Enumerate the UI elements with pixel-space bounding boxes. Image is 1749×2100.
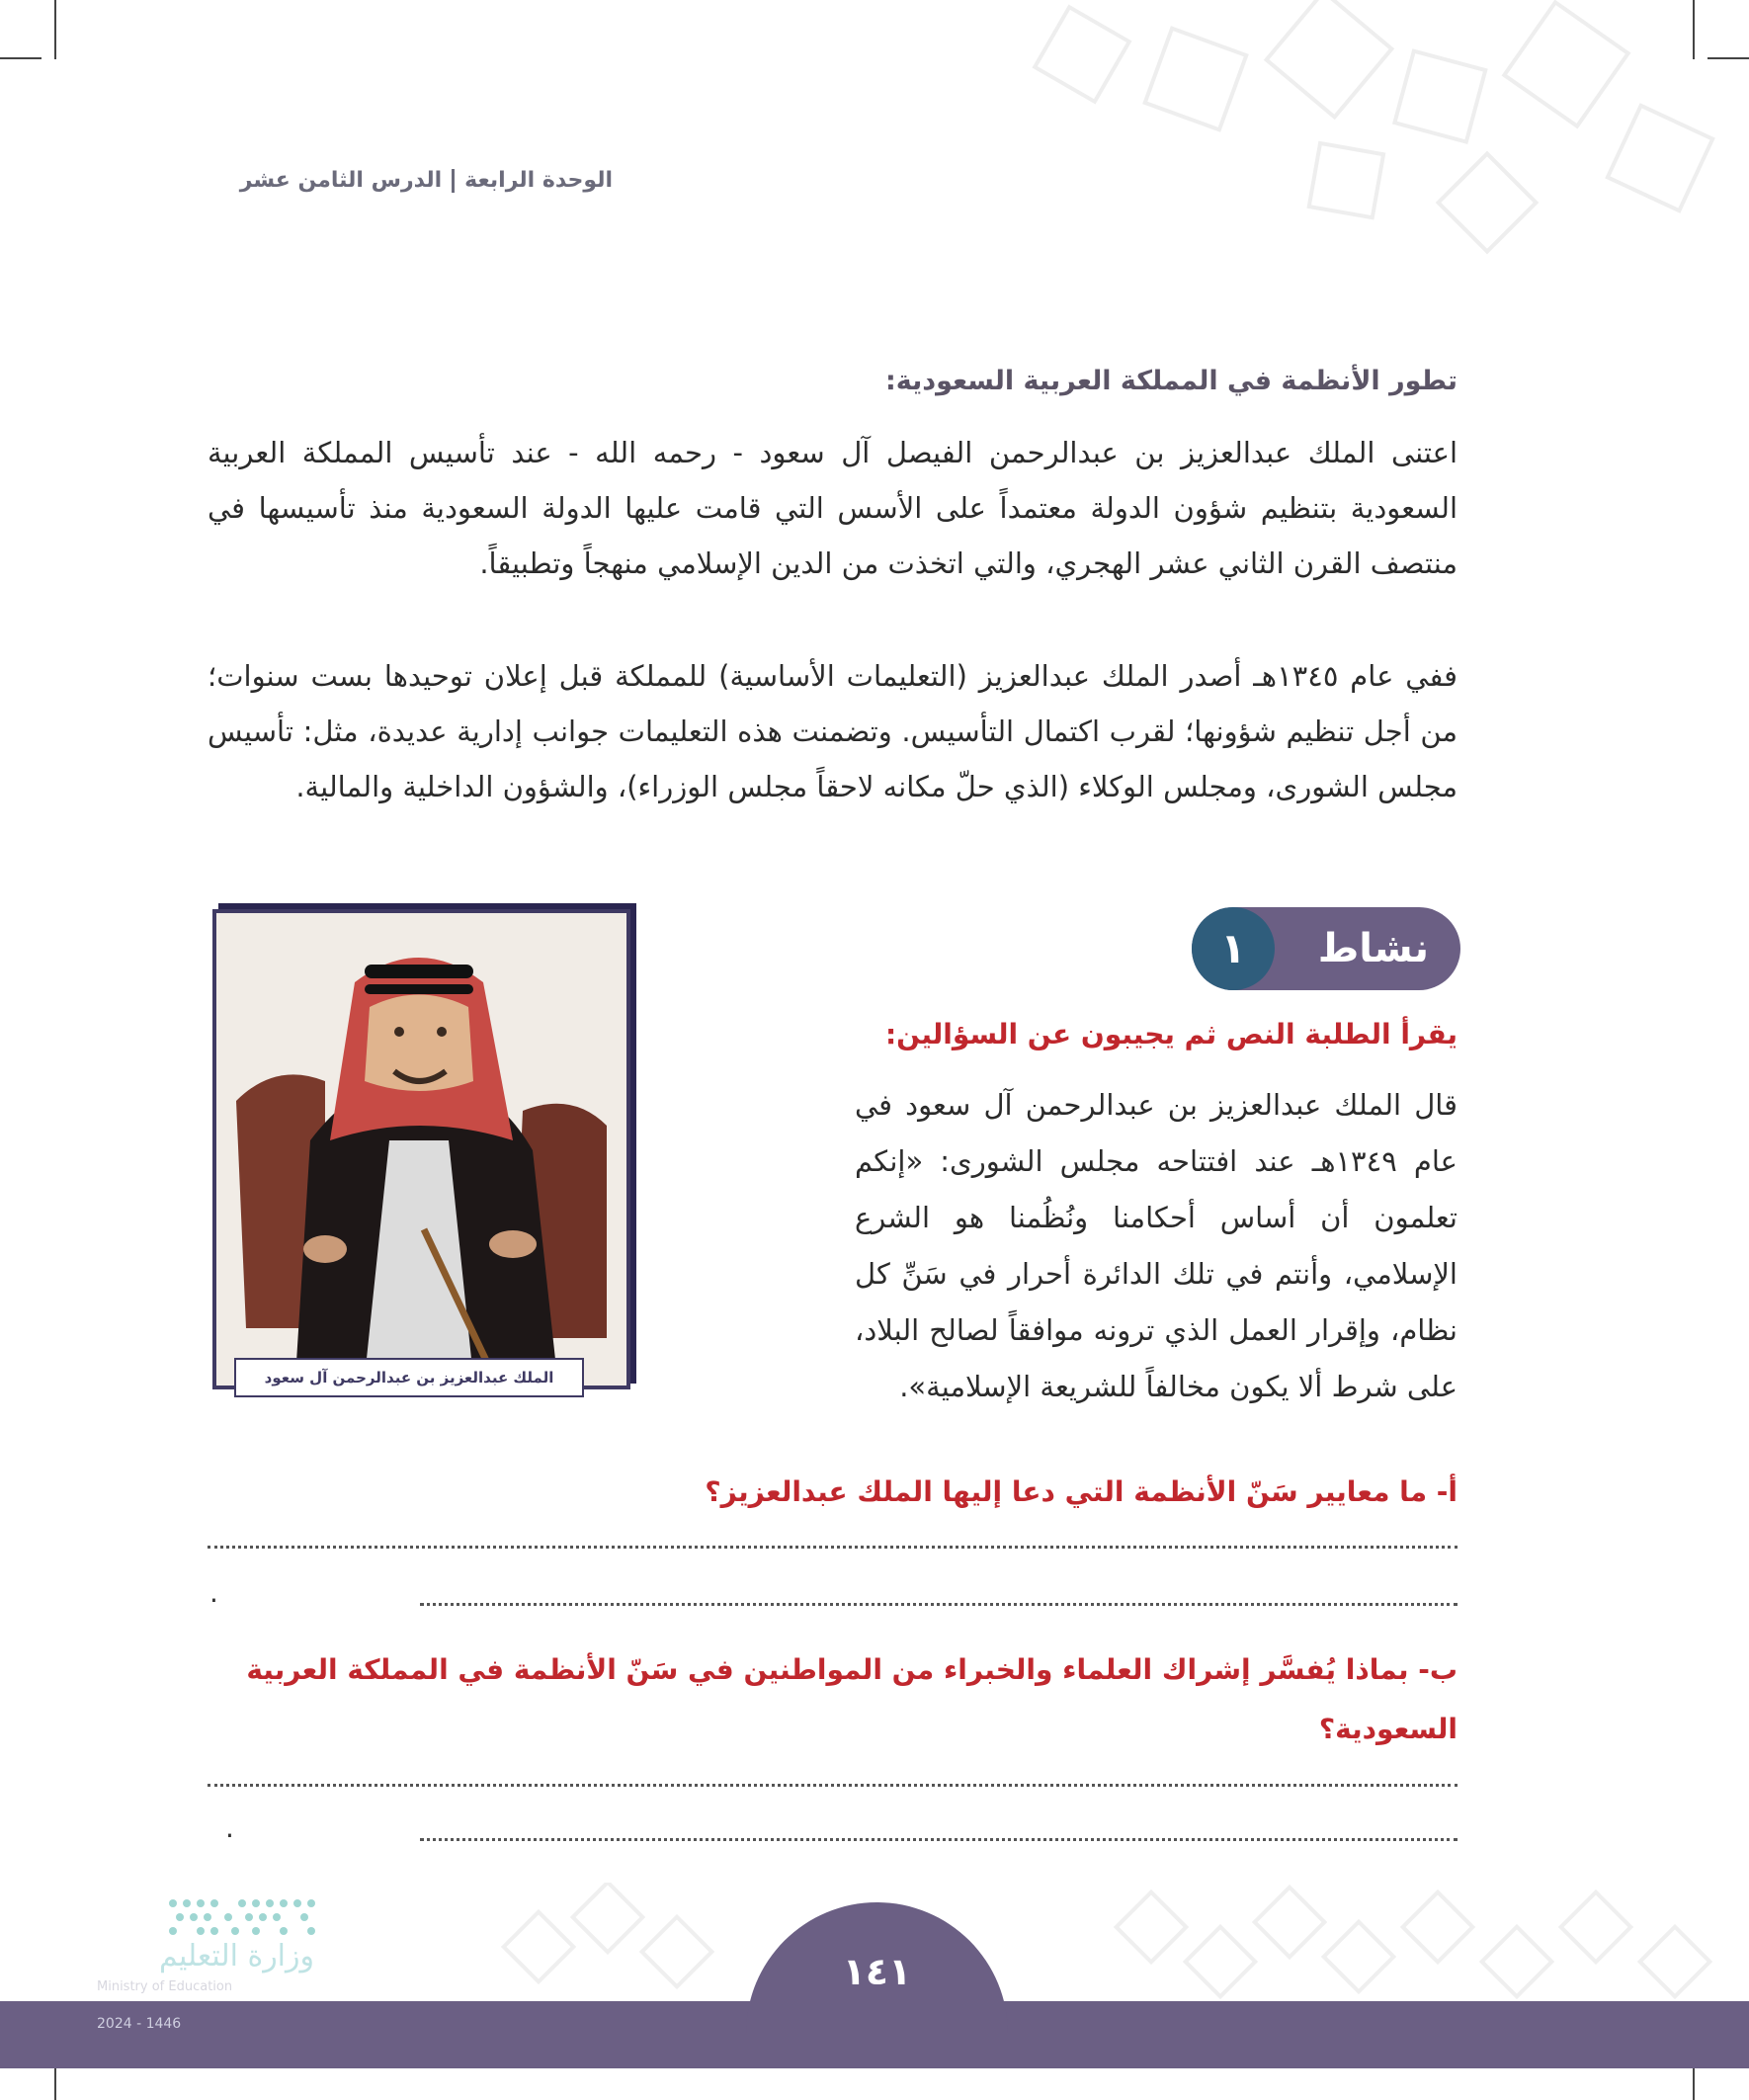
body-paragraph: اعتنى الملك عبدالعزيز بن عبدالرحمن الفيصل آل سعود - رحمه الله - عند تأسيس المملكة العربية السعودية بتنظيم شؤون الدولة معتمداً على الأسس التي قامت عليها الدولة السعودية منذ تأسيسها في منتصف القرن الثاني عشر الهجري، والتي اتخذت من الدين الإسلامي منهجاً وتطبيقاً. <box>208 436 1458 580</box>
activity-quote: قال الملك عبدالعزيز بن عبدالرحمن آل سعود في عام ١٣٤٩هـ عند افتتاحه مجلس الشورى: «إنكم تعلمون أن أساس أحكامنا ونُظُمنا هو الشرع الإسلامي، وأنتم في تلك الدائرة أحرار في سَنِّ كل نظام، وإقرار العمل الذي ترونه موافقاً لصالح البلاد، على شرط ألا يكون مخالفاً للشريعة الإسلامية». <box>855 1088 1458 1403</box>
edition-year: 2024 - 1446 <box>97 2016 182 2032</box>
body-paragraph: ففي عام ١٣٤٥هـ أصدر الملك عبدالعزيز (التعليمات الأساسية) للمملكة قبل إعلان توحيدها بست سنوات؛ من أجل تنظيم شؤونها؛ لقرب اكتمال التأسيس. وتضمنت هذه التعليمات جوانب إدارية عديدة، مثل: تأسيس مجلس الشورى، ومجلس الوكلاء (الذي حلّ مكانه لاحقاً مجلس الوزراء)، والشؤون الداخلية والمالية. <box>208 659 1458 803</box>
activity-label: نشاط <box>1317 926 1429 971</box>
decorative-pattern <box>988 0 1749 296</box>
ministry-subtitle: Ministry of Education <box>97 1979 233 1994</box>
activity-number: ١ <box>1192 907 1275 990</box>
crop-mark <box>54 2065 56 2100</box>
ministry-name: وزارة التعليم <box>158 1939 314 1974</box>
decorative-pattern <box>494 1883 1749 2001</box>
section-title: تطور الأنظمة في المملكة العربية السعودية: <box>884 366 1458 396</box>
king-photo <box>212 909 630 1389</box>
answer-line[interactable] <box>420 1601 1458 1606</box>
ministry-logo-icon <box>163 1893 321 1943</box>
question-b: ب- بماذا يُفسَّر إشراك العلماء والخبراء من المواطنين في سَنّ الأنظمة في المملكة العربية السعودية؟ <box>246 1653 1458 1745</box>
crop-mark <box>0 57 42 59</box>
activity-badge <box>1192 907 1460 990</box>
unit-title: الوحدة الرابعة <box>464 168 613 193</box>
running-header <box>59 168 613 208</box>
portrait-illustration <box>216 913 626 1386</box>
page-number: ١٤١ <box>842 1950 912 1993</box>
question-a: أ- ما معايير سَنّ الأنظمة التي دعا إليها الملك عبدالعزيز؟ <box>705 1475 1458 1508</box>
period-mark: . <box>225 1811 234 1844</box>
header-separator <box>452 169 455 193</box>
photo-caption: الملك عبدالعزيز بن عبدالرحمن آل سعود <box>234 1358 584 1397</box>
answer-line[interactable] <box>208 1544 1458 1549</box>
period-mark: . <box>209 1576 218 1609</box>
crop-mark <box>54 0 56 59</box>
crop-mark <box>1693 2065 1695 2100</box>
answer-line[interactable] <box>208 1782 1458 1787</box>
activity-prompt: يقرأ الطلبة النص ثم يجيبون عن السؤالين: <box>884 1018 1458 1050</box>
answer-line[interactable] <box>420 1836 1458 1841</box>
lesson-title: الدرس الثامن عشر <box>239 168 443 193</box>
